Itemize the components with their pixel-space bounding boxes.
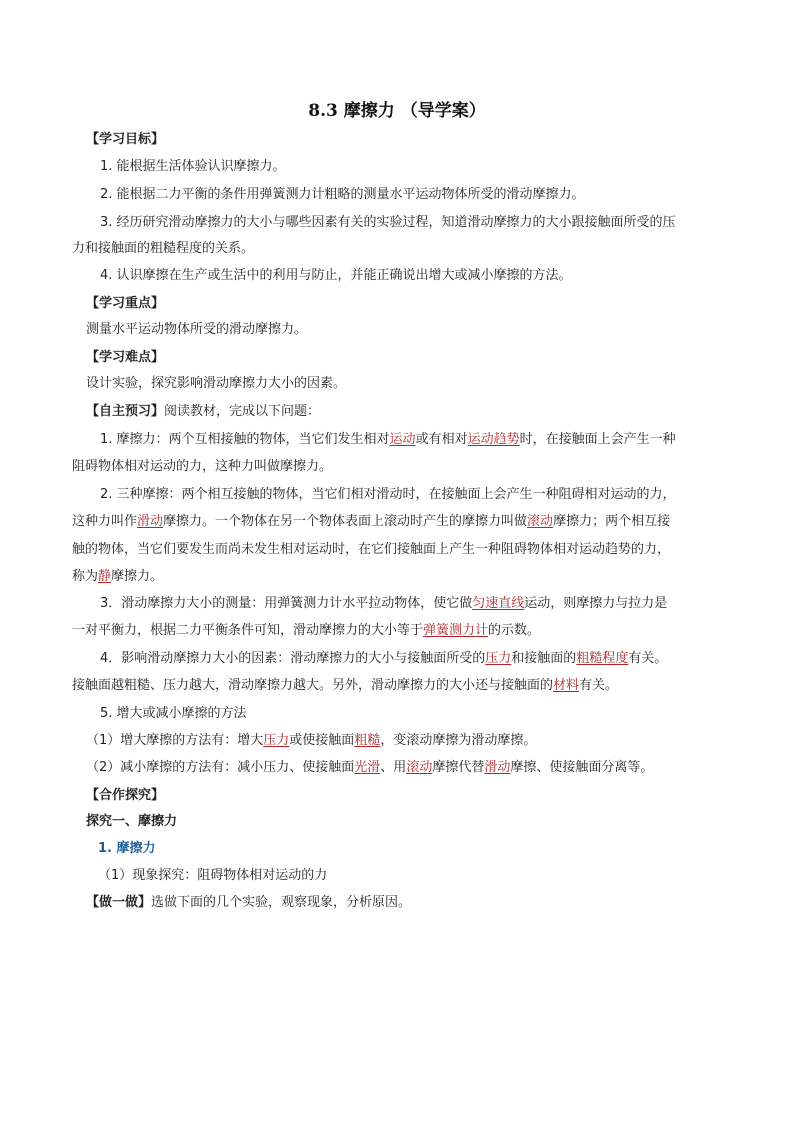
preview-p2-line4 — [72, 569, 727, 585]
do-text: 选做下面的几个实验，观察现象，分析原因。 — [151, 895, 412, 910]
preview-p4-line1 — [100, 651, 727, 667]
preview-p1-line2: 阻碍物体相对运动的力，这种力叫做摩擦力。 — [72, 459, 333, 474]
preview-p3-line2 — [72, 623, 727, 639]
text-run: 摩擦力；两个相互接 — [553, 514, 671, 529]
text-run: ，变滚动摩擦为滑动摩擦。 — [380, 733, 537, 748]
text-run: 4．影响滑动摩擦力大小的因素：滑动摩擦力的大小与接触面所受的 — [100, 651, 486, 666]
goal-3: 3. 经历研究滑动摩擦力的大小与哪些因素有关的实验过程，知道滑动摩擦力的大小跟接触面所受的压 — [100, 215, 676, 230]
difficulty-text: 设计实验，探究影响滑动摩擦力大小的因素。 — [86, 376, 347, 391]
goal-3-cont: 力和接触面的粗糙程度的关系。 — [72, 241, 255, 256]
answer-blank: 光滑 — [354, 760, 381, 775]
answer-blank: 压力 — [263, 733, 290, 748]
answer-blank: 滚动 — [406, 760, 433, 775]
answer-blank: 运动 — [389, 432, 416, 447]
text-run: 和接触面的 — [511, 651, 577, 666]
answer-blank: 静 — [98, 569, 112, 584]
text-run: 或有相对 — [415, 432, 468, 447]
preview-text: 阅读教材，完成以下问题： — [164, 404, 321, 419]
subheading-friction: 1. 摩擦力 — [98, 841, 156, 856]
preview-p2-line2 — [72, 514, 727, 530]
goal-2: 2. 能根据二力平衡的条件用弹簧测力计粗略的测量水平运动物体所受的滑动摩擦力。 — [100, 187, 585, 202]
text-run: 接触面越粗糙、压力越大，滑动摩擦力越大。另外，滑动摩擦力的大小还与接触面的 — [72, 678, 554, 693]
preview-p5-decrease — [86, 760, 741, 776]
goals-heading: 【学习目标】 — [86, 132, 165, 147]
answer-blank: 滑动 — [137, 514, 164, 529]
goal-4: 4. 认识摩擦在生产或生活中的利用与防止，并能正确说出增大或减小摩擦的方法。 — [100, 268, 572, 283]
answer-blank: 滚动 — [527, 514, 554, 529]
answer-blank: 压力 — [485, 651, 512, 666]
text-run: （1）增大摩擦的方法有：增大 — [86, 733, 264, 748]
preview-heading: 【自主预习】 — [86, 404, 165, 419]
text-run: 一对平衡力，根据二力平衡条件可知，滑动摩擦力的大小等于 — [72, 623, 424, 638]
coop-heading: 【合作探究】 — [86, 788, 165, 803]
answer-blank: 运动趋势 — [467, 432, 520, 447]
preview-p2-line1: 2. 三种摩擦：两个相互接触的物体，当它们相对滑动时，在接触面上会产生一种阻碍相对运动的力， — [100, 487, 676, 502]
text-run: 有关。 — [628, 651, 668, 666]
text-run: 3．滑动摩擦力大小的测量：用弹簧测力计水平拉动物体，使它做 — [100, 596, 473, 611]
preview-p1-line1 — [100, 432, 727, 448]
goal-1: 1. 能根据生活体验认识摩擦力。 — [100, 159, 286, 174]
text-run: 摩擦、使接触面分离等。 — [510, 760, 654, 775]
text-run: 摩擦力。一个物体在另一个物体表面上滚动时产生的摩擦力叫做 — [163, 514, 528, 529]
preview-p2-line3: 触的物体，当它们要发生而尚未发生相对运动时，在它们接触面上产生一种阻碍物体相对运动趋势的力， — [72, 542, 671, 557]
text-run: 这种力叫作 — [72, 514, 138, 529]
difficulty-heading: 【学习难点】 — [86, 350, 165, 365]
do-heading: 【做一做】 — [86, 895, 152, 910]
key-heading: 【学习重点】 — [86, 296, 165, 311]
page-title: 8.3 摩擦力 （导学案） — [308, 101, 486, 121]
text-run: 、用 — [380, 760, 407, 775]
preview-p3-line1 — [100, 596, 727, 612]
text-run: 有关。 — [579, 678, 619, 693]
text-run: 1. 摩擦力：两个互相接触的物体，当它们发生相对 — [100, 432, 390, 447]
answer-blank: 粗糙程度 — [576, 651, 629, 666]
text-run: 运动，则摩擦力与拉力是 — [524, 596, 668, 611]
answer-blank: 滑动 — [484, 760, 511, 775]
explore-1-heading: 探究一、摩擦力 — [86, 814, 178, 829]
answer-blank: 匀速直线 — [472, 596, 525, 611]
do-line — [86, 895, 741, 911]
text-run: 时，在接触面上会产生一种 — [519, 432, 676, 447]
preview-p4-line2 — [72, 678, 727, 694]
answer-blank: 粗糙 — [354, 733, 381, 748]
text-run: 或使接触面 — [289, 733, 355, 748]
text-run: 的示数。 — [488, 623, 541, 638]
preview-line — [86, 404, 741, 420]
phenomenon-text: （1）现象探究：阻碍物体相对运动的力 — [98, 868, 328, 883]
preview-p5-heading: 5. 增大或减小摩擦的方法 — [100, 706, 247, 721]
text-run: 摩擦代替 — [432, 760, 485, 775]
text-run: 摩擦力。 — [111, 569, 164, 584]
text-run: （2）减小摩擦的方法有：减小压力、使接触面 — [86, 760, 355, 775]
preview-p5-increase — [86, 733, 741, 749]
text-run: 称为 — [72, 569, 99, 584]
answer-blank: 材料 — [553, 678, 580, 693]
answer-blank: 弹簧测力计 — [423, 623, 489, 638]
key-text: 测量水平运动物体所受的滑动摩擦力。 — [86, 322, 308, 337]
